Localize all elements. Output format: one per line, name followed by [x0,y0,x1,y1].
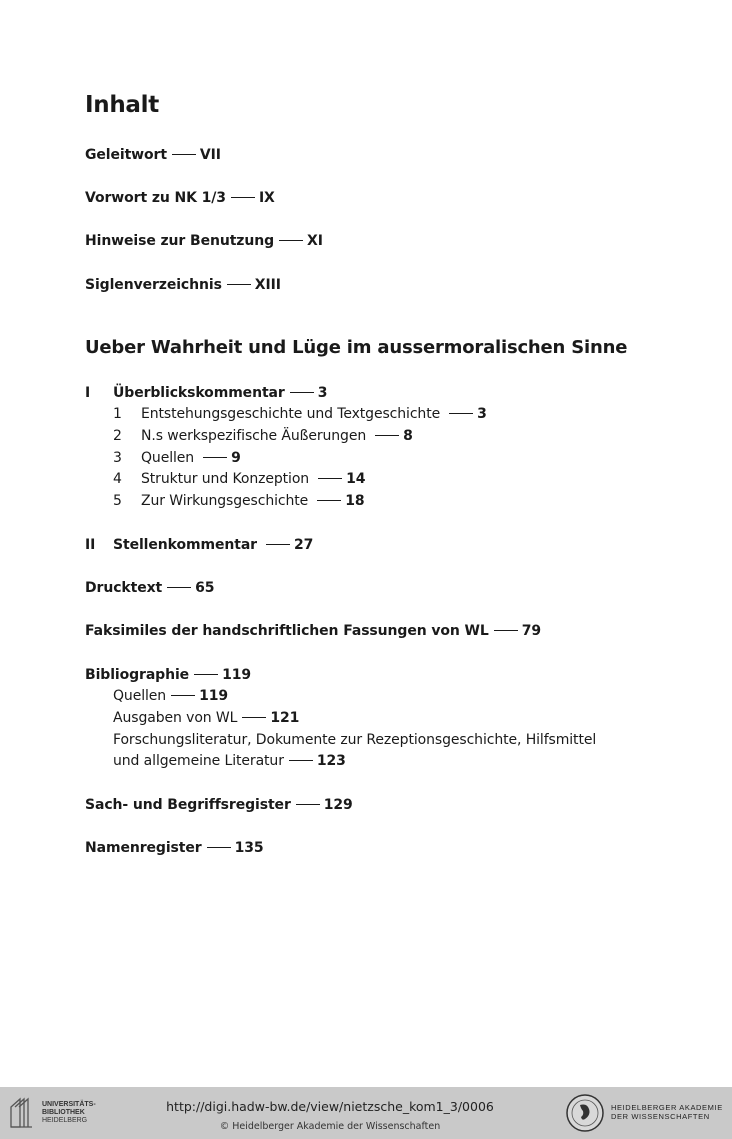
toc-page-number: 79 [521,623,541,639]
dash-separator [296,804,320,805]
toc-label: Bibliographie [85,667,190,683]
toc-page-number: 3 [317,385,328,401]
dash-separator [289,760,313,761]
toc-entry-vorwort [85,189,275,207]
toc-entry-hinweise [85,232,323,250]
dash-separator [266,544,290,545]
dash-separator [317,500,341,501]
dash-separator [194,674,218,675]
toc-label: und allgemeine Literatur [113,753,284,769]
toc-label: Sach- und Begriffsregister [85,797,291,813]
toc-label: Stellenkommentar [113,537,257,553]
toc-entry-namenregister [85,839,264,857]
toc-label: Quellen [141,450,195,466]
toc-page-number: 8 [403,428,413,444]
toc-page-number: 18 [345,493,365,509]
sub-number: 4 [113,471,122,487]
toc-subentry [113,427,413,445]
toc-label: Ausgaben von WL [113,710,238,726]
toc-page-number: 14 [346,471,366,487]
section-title: Ueber Wahrheit und Lüge im aussermoralischen Sinne [85,337,628,358]
sub-number: 1 [113,406,122,422]
dash-separator [318,478,342,479]
toc-page-number: 9 [231,450,241,466]
toc-entry-geleitwort [85,146,221,164]
dash-separator [242,717,266,718]
hadw-line-1: HEIDELBERGER AKADEMIE [611,1103,723,1112]
dash-separator [494,630,518,631]
hadw-line-2: DER WISSENSCHAFTEN [611,1112,710,1121]
ub-line-3: HEIDELBERG [42,1117,88,1124]
toc-subentry [113,405,487,423]
toc-label: Forschungsliteratur, Dokumente zur Rezeptionsgeschichte, Hilfsmittel [113,732,597,748]
page-title: Inhalt [85,92,159,118]
academy-name [611,1103,723,1121]
footer-bar [0,1087,732,1139]
dash-separator [207,847,231,848]
toc-entry-bibliographie [85,666,251,684]
sub-number: 5 [113,493,122,509]
toc-page-number: 119 [222,667,251,683]
toc-subentry [113,492,364,510]
ub-line-1: UNIVERSITÄTS- [42,1101,96,1108]
toc-label: Vorwort zu NK 1/3 [85,190,226,206]
dash-separator [279,240,303,241]
dash-separator [203,457,227,458]
toc-page-number: 123 [316,753,346,769]
toc-entry-sachregister [85,796,353,814]
toc-page-number: XI [307,233,323,249]
toc-label: Entstehungsgeschichte und Textgeschichte [141,406,441,422]
dash-separator [171,695,195,696]
toc-entry-drucktext [85,579,214,597]
toc-subentry [113,470,365,488]
toc-page-number: 121 [270,710,300,726]
toc-page-number: 65 [195,580,215,596]
toc-label: Zur Wirkungsgeschichte [141,493,309,509]
toc-entry-part-1 [85,384,327,402]
toc-page-number: XIII [254,277,281,293]
toc-label: N.s werkspezifische Äußerungen [141,428,367,444]
toc-page-number: IX [258,190,275,206]
toc-subentry-line [113,731,596,749]
toc-label: Quellen [113,688,167,704]
toc-subentry [113,752,346,770]
toc-subentry [113,687,228,705]
toc-label: Drucktext [85,580,163,596]
toc-subentry [113,709,299,727]
toc-subentry [113,449,241,467]
academy-seal-icon [565,1093,605,1133]
toc-page-number: VII [199,147,221,163]
dash-separator [375,435,399,436]
sub-number: 2 [113,428,122,444]
sub-number: 3 [113,450,122,466]
footer-copyright: © Heidelberger Akademie der Wissenschaften [219,1121,441,1132]
toc-label: Hinweise zur Benutzung [85,233,275,249]
toc-label: Namenregister [85,840,202,856]
toc-label: Faksimiles der handschriftlichen Fassungen von WL [85,623,489,639]
toc-page-number: 119 [199,688,229,704]
toc-label: Struktur und Konzeption [141,471,310,487]
ub-line-2: BIBLIOTHEK [42,1109,85,1116]
dash-separator [172,154,196,155]
dash-separator [227,284,251,285]
dash-separator [167,587,191,588]
part-numeral: II [85,537,96,553]
footer-url[interactable]: http://digi.hadw-bw.de/view/nietzsche_kom1_3/0006 [166,1099,494,1114]
toc-page-number: 27 [293,537,314,553]
toc-label: Siglenverzeichnis [85,277,222,293]
toc-label: Überblickskommentar [113,385,285,401]
part-numeral: I [85,385,91,401]
dash-separator [290,392,314,393]
dash-separator [449,413,473,414]
toc-entry-siglen [85,276,281,294]
toc-label: Geleitwort [85,147,167,163]
toc-page-number: 3 [477,406,487,422]
toc-page-number: 135 [234,840,264,856]
dash-separator [231,197,255,198]
toc-entry-faksimiles [85,622,541,640]
toc-entry-part-2 [85,536,313,554]
toc-page-number: 129 [323,797,353,813]
